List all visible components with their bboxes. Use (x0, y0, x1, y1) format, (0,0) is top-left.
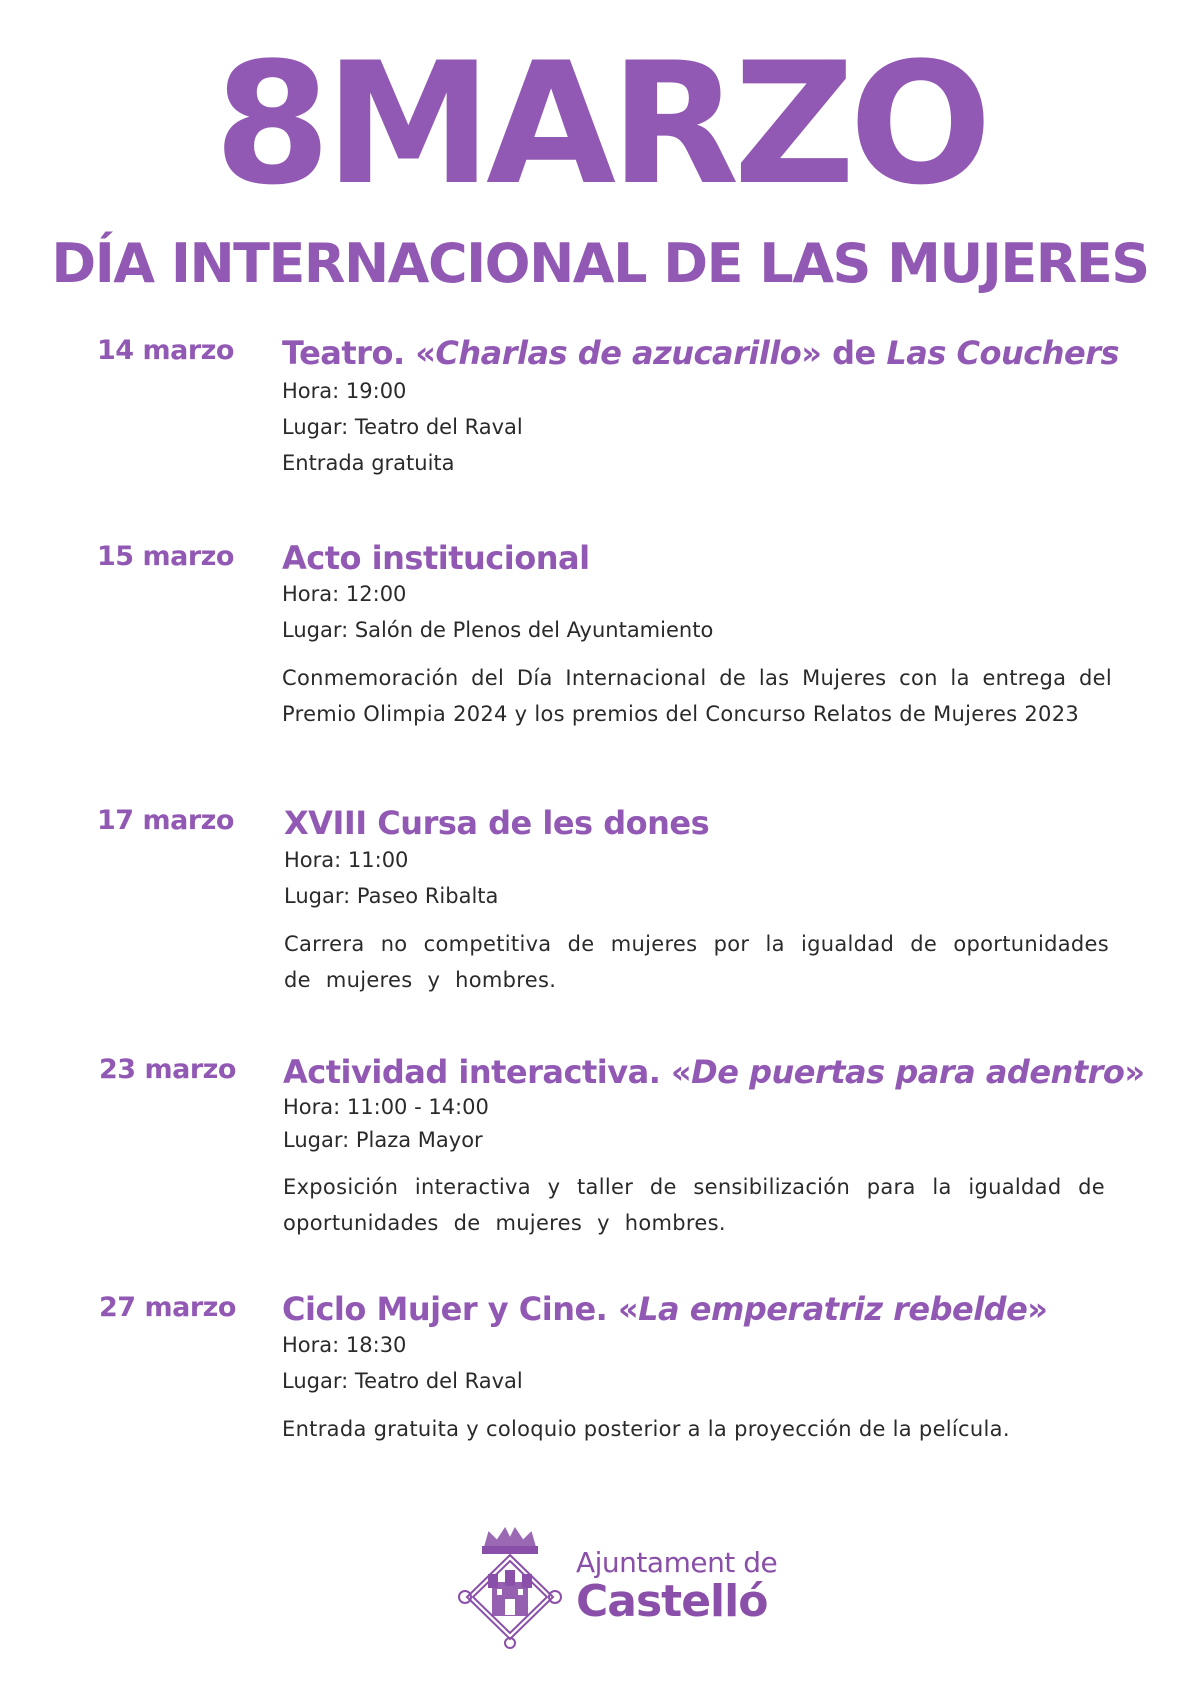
event-description: Exposición interactiva y taller de sensibilización para la igualdad de oportunidades de mujeres y hombres. (283, 1175, 1105, 1235)
event-title: XVIII Cursa de les dones (284, 804, 710, 842)
event-time: Hora: 18:30 (282, 1333, 407, 1357)
logo-line-2: Castelló (576, 1576, 768, 1627)
event-time: Hora: 19:00 (282, 379, 407, 403)
event-location: Lugar: Plaza Mayor (283, 1128, 483, 1152)
event-location: Lugar: Paseo Ribalta (284, 884, 499, 908)
event-time: Hora: 11:00 - 14:00 (283, 1095, 489, 1119)
logo-line-1: Ajuntament de (576, 1546, 778, 1579)
castello-coat-of-arms-icon (455, 1525, 565, 1650)
event-location: Lugar: Teatro del Raval (282, 1369, 523, 1393)
event-description: Entrada gratuita y coloquio posterior a la proyección de la película. (282, 1417, 1010, 1441)
footer-logo-text (576, 1548, 777, 1626)
event-location: Lugar: Teatro del Raval (282, 415, 523, 439)
event-date: 15 marzo (97, 541, 234, 572)
event-title: Ciclo Mujer y Cine. «La emperatriz rebelde» (282, 1290, 1048, 1328)
event-time: Hora: 11:00 (284, 848, 409, 872)
event-note: Entrada gratuita (282, 451, 455, 475)
page-title: 8MARZO (213, 26, 987, 222)
page-subtitle: DÍA INTERNACIONAL DE LAS MUJERES (51, 232, 1149, 295)
event-date: 14 marzo (97, 335, 234, 366)
event-title: Actividad interactiva. «De puertas para adentro» (283, 1053, 1145, 1091)
event-title: Acto institucional (282, 539, 590, 577)
event-description: Carrera no competitiva de mujeres por la igualdad de oportunidades de mujeres y hombres. (284, 932, 1109, 992)
event-date: 23 marzo (99, 1054, 236, 1085)
event-title: Teatro. «Charlas de azucarillo» de Las Couchers (282, 334, 1120, 372)
event-date: 17 marzo (97, 805, 234, 836)
event-location: Lugar: Salón de Plenos del Ayuntamiento (282, 618, 714, 642)
event-time: Hora: 12:00 (282, 582, 407, 606)
event-date: 27 marzo (99, 1292, 236, 1323)
event-description: Conmemoración del Día Internacional de las Mujeres con la entrega del Premio Olimpia 2024 y los premios del Concurso Relatos de Mujeres 2023 (282, 666, 1112, 726)
